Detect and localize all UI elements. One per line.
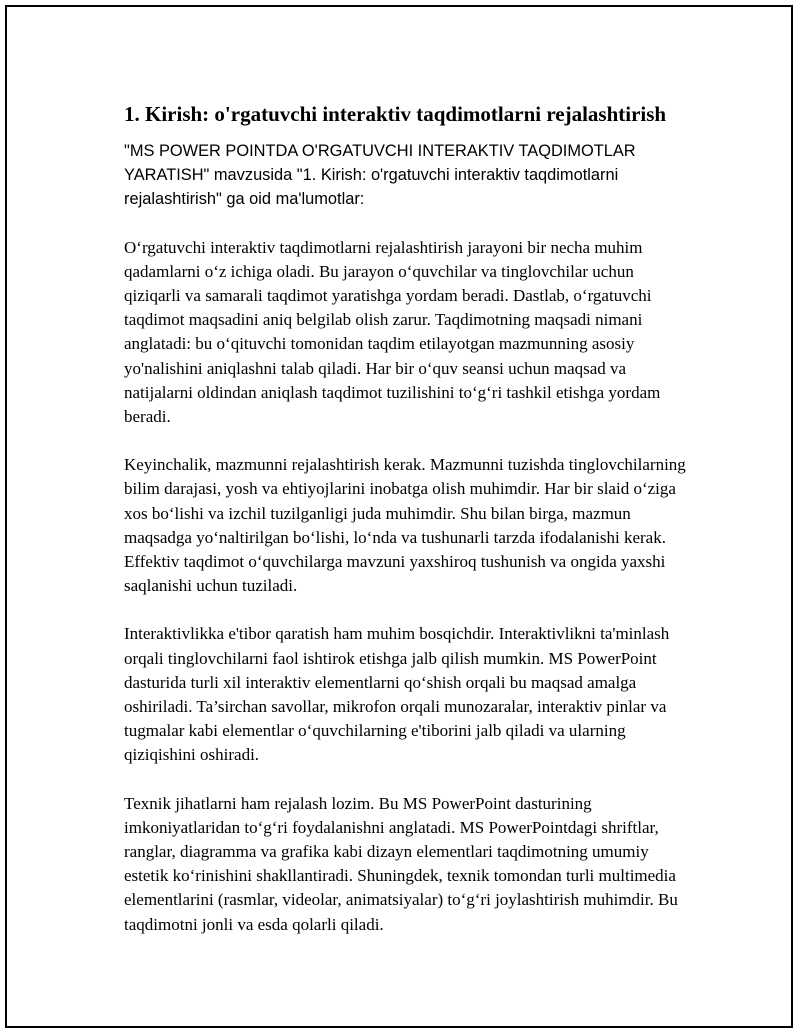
paragraph-interactivity: Interaktivlikka e'tibor qaratish ham muhim bosqichdir. Interaktivlikni ta'minlash orqali tinglovchilarni faol ishtirok etishga jalb qilish mumkin. MS PowerPoint dasturida turli xil interaktiv elementlarni qoʻshish orqali bu maqsad amalga oshiriladi. Ta’sirchan savollar, mikrofon orqali munozaralar, interaktiv pinlar va tugmalar kabi elementlar oʻquvchilarning e'tiborini jalb qiladi va ularning qiziqishini oshiradi. xyxy=(124,624,670,765)
paragraph-content-planning: Keyinchalik, mazmunni rejalashtirish kerak. Mazmunni tuzishda tinglovchilarning bilim darajasi, yosh va ehtiyojlarini inobatga olish muhimdir. Har bir slaid oʻziga xos boʻlishi va izchil tuzilganligi juda muhimdir. Shu bilan birga, mazmun maqsadga yoʻnaltirilgan boʻlishi, loʻnda va tushunarli tarzda ifodalanishi kerak. Effektiv taqdimot oʻquvchilarga mavzuni yaxshiroq tushunish va ongida yaxshi saqlanishi uchun tuziladi. xyxy=(124,455,686,596)
paragraph-technical-aspects: Texnik jihatlarni ham rejalash lozim. Bu MS PowerPoint dasturining imkoniyatlaridan toʻgʻri foydalanishni anglatadi. MS PowerPointdagi shriftlar, ranglar, diagramma va grafika kabi dizayn elementlari taqdimotning umumiy estetik koʻrinishini shakllantiradi. Shuningdek, texnik tomondan turli multimedia elementlarini (rasmlar, videolar, animatsiyalar) toʻgʻri joylashtirish muhimdir. Bu taqdimotni jonli va esda qolarli qiladi. xyxy=(124,793,678,934)
document-body xyxy=(124,100,694,961)
paragraph-planning-goals: Oʻrgatuvchi interaktiv taqdimotlarni rejalashtirish jarayoni bir necha muhim qadamlarni oʻz ichiga oladi. Bu jarayon oʻquvchilar va tinglovchilar uchun qiziqarli va samarali taqdimot yaratishga yordam beradi. Dastlab, oʻrgatuvchi taqdimot maqsadini aniq belgilab olish zarur. Taqdimotning maqsadi nimani anglatadi: bu oʻqituvchi tomonidan taqdim etilayotgan mazmunning asosiy yo'nalishini aniqlashni talab qiladi. Har bir oʻquv seansi uchun maqsad va natijalarni oldindan aniqlash taqdimot tuzilishini toʻgʻri tashkil etishga yordam beradi. xyxy=(124,237,661,427)
intro-paragraph: "MS POWER POINTDA O'RGATUVCHI INTERAKTIV TAQDIMOTLAR YARATISH" mavzusida "1. Kirish: o'rgatuvchi interaktiv taqdimotlarni rejalashtirish" ga oid ma'lumotlar: xyxy=(124,142,636,209)
page-frame xyxy=(5,5,793,1028)
section-heading: 1. Kirish: o'rgatuvchi interaktiv taqdimotlarni rejalashtirish xyxy=(124,102,667,126)
